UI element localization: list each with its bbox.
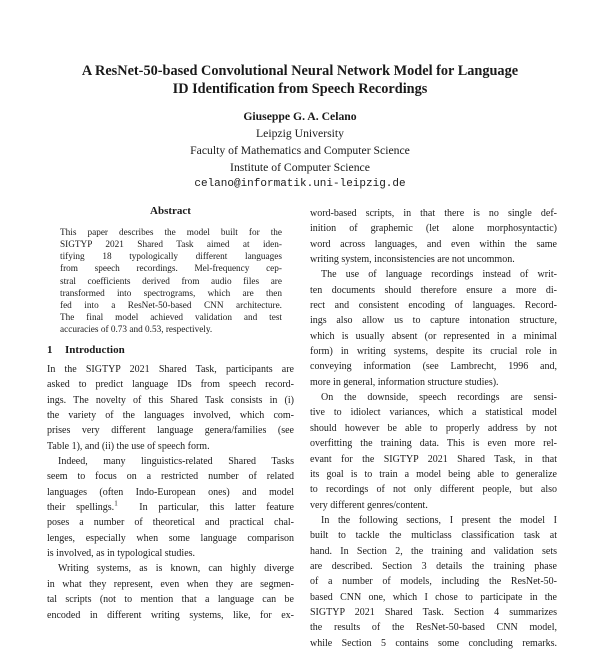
right-column [310,206,557,651]
body-line: prises very different language genera/families (see [47,425,294,437]
body-line: which is usually absent (or represented in a minimal [310,330,557,342]
affiliation-line: Institute of Computer Science [230,161,370,174]
body-line: inition of graphemic (let alone morphosyntactic) [310,223,557,235]
body-line: Indeed, many linguistics-related Shared Tasks [58,456,294,468]
title-line: A ResNet-50-based Convolutional Neural Network Model for Language [81,63,519,79]
body-text: In particular, this latter feature [139,502,294,514]
body-line: writing system, inconsistencies are not uncommon. [310,254,515,266]
body-line: more in general, information structure studies). [310,376,499,388]
body-line: to recordings of not only different people, but also [310,484,557,496]
body-text: their spellings. [47,502,115,514]
body-line: In the following sections, I present the model I [321,514,557,526]
abstract-line: The final model achieved validation and test [60,313,282,324]
affiliation-line: Leipzig University [256,127,344,140]
body-line: of a number of models, including the ResNet-50- [310,576,557,588]
abstract-line: from speech recordings. Mel-frequency cep- [60,264,282,275]
affiliation-line: Faculty of Mathematics and Computer Science [190,144,410,157]
body-line: is involved, as in typological studies. [47,548,196,560]
abstract-line: fed into a ResNet-50-based CNN architecture. [60,300,282,311]
body-line: encoded in different writing systems, like, for ex- [47,609,294,621]
body-line: built to tackle the multiclass classification task at [310,530,557,542]
abstract-line: accuracies of 0.73 and 0.53, respectively. [60,325,213,336]
abstract-heading: Abstract [150,205,191,217]
paper-title [40,62,560,98]
body-line: hand. In Section 2, the training and validation sets [310,545,557,557]
body-line: languages (often Indo-European ones) and model [47,486,294,498]
body-line: Table 1), and (ii) the use of speech form. [47,440,210,452]
section-heading [47,344,125,356]
footnote-marker[interactable]: 1 [114,499,118,508]
body-line: In the SIGTYP 2021 Shared Task, participants are [47,364,294,375]
body-line: word across languages, and even within the same [310,238,557,250]
abstract-body [60,227,282,336]
abstract-line: SIGTYP 2021 Shared Task aimed at iden- [60,240,282,251]
abstract-line: tifying 18 typologically different languages [60,252,282,263]
abstract-line: This paper describes the model built for the [60,228,282,238]
body-line: very different genres/content. [310,499,428,511]
body-line: The use of language recordings instead of writ- [321,269,557,281]
body-line [47,500,294,515]
body-line: in what they represent, even when they are segmen- [47,578,294,590]
body-line: overfitting the training data. This is even more rel- [310,438,557,450]
body-line: based CNN one, which I chose to participate in the [310,591,557,603]
abstract-line: stral coefficients derived from audio files are [60,276,282,287]
body-line: evant for the SIGTYP 2021 Shared Task, in that [310,453,557,465]
body-line: tive to idiolect variances, which a statistical model [310,407,557,419]
title-line: ID Identification from Speech Recordings [172,81,428,97]
body-line: ings. The novelty of this Shared Task consists in (i) [47,394,294,406]
body-line: conveying information (see Lambrecht, 1996 and, [310,361,557,373]
body-line: SIGTYP 2021 Shared Task. Section 4 summarizes [310,606,557,618]
body-line: ten documents should therefore ensure a more di- [310,284,557,296]
body-line: the variety of the languages involved, which com- [47,410,294,422]
body-line: Writing systems, as is known, can highly diverge [58,563,294,575]
body-line: asked to predict language IDs from speech record- [47,379,294,391]
body-line: poses a number of theoretical and practical chal- [47,517,294,529]
body-line: ings also allow us to capture intonation structure, [310,315,557,327]
body-line: tal scripts (not to mention that a language can be [47,594,294,606]
author-email: celano@informatik.uni-leipzig.de [194,178,406,190]
author-name: Giuseppe G. A. Celano [243,110,357,123]
body-line: rect and consistent encoding of languages. Record- [310,300,557,312]
section-title: Introduction [65,344,125,356]
body-line: are described. Section 3 details the training phase [310,560,557,572]
abstract-line: transformed into spectrograms, which are then [60,288,282,299]
body-line: the results of the ResNet-50-based CNN model, [310,622,557,634]
author-block [40,108,560,193]
body-line: lenges, especially when some language comparison [47,532,294,544]
body-line: word-based scripts, in that there is no single def- [310,208,557,219]
body-line: should however be able to properly address by not [310,422,557,434]
body-line: form) in writing systems, despite its crucial role in [310,346,557,358]
body-line: its goal is to train a model being able to generalize [310,468,557,480]
body-line: On the downside, speech recordings are sensi- [321,392,557,404]
intro-left-column [47,362,294,623]
section-number: 1 [47,344,53,356]
body-line: seem to focus on a restricted number of related [47,471,294,483]
body-line: while Section 5 contains some concluding remarks. [310,637,557,649]
